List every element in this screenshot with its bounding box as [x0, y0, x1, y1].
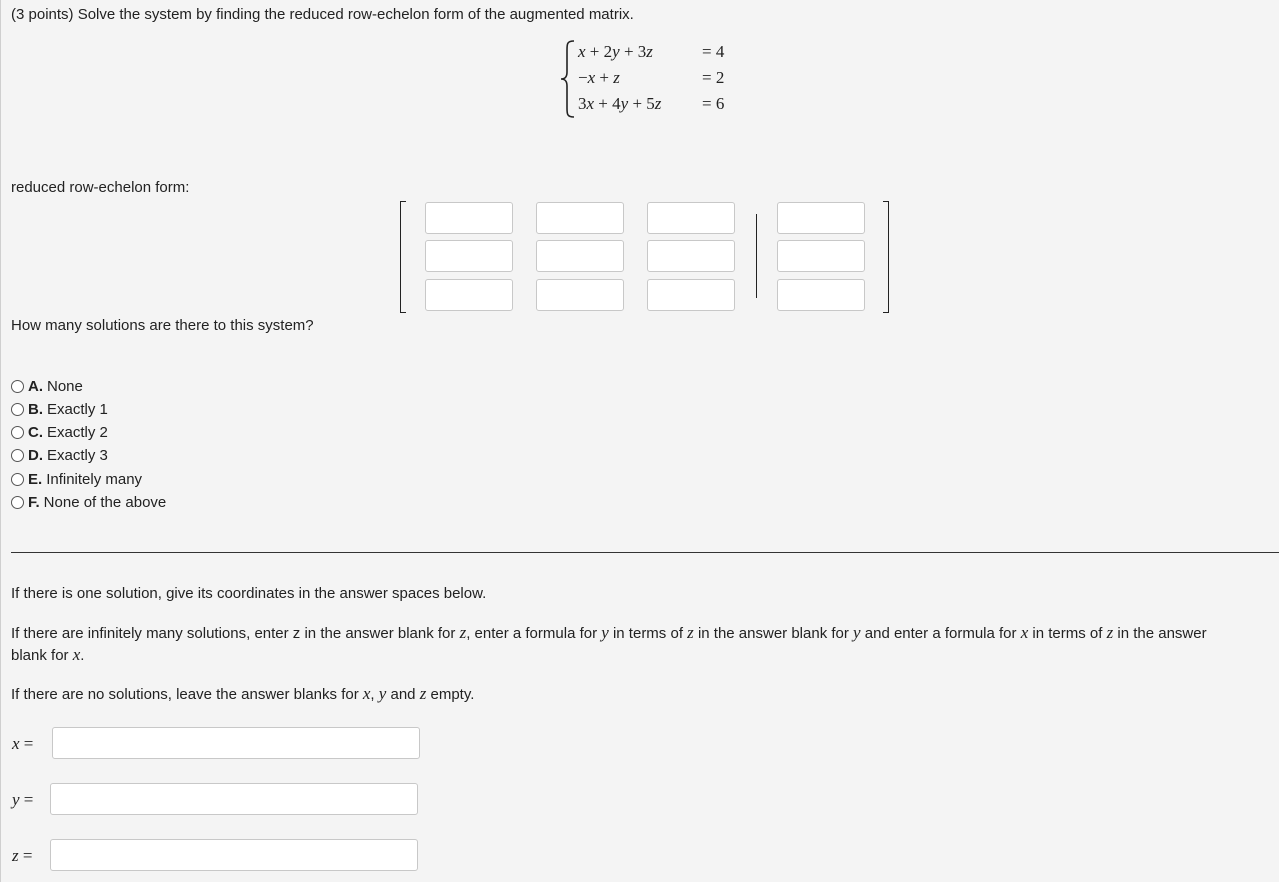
rref-cell-r1c4[interactable]	[777, 202, 865, 234]
instruction-text: in terms of	[1028, 625, 1107, 642]
z-answer-label	[12, 846, 32, 866]
rref-label: reduced row-echelon form:	[11, 179, 190, 196]
instruction-var: y	[601, 623, 609, 642]
instruction-text: in terms of	[608, 625, 688, 642]
rref-cell-r2c2[interactable]	[536, 240, 624, 272]
eq1-term: x	[578, 42, 586, 61]
rref-cell-r3c2[interactable]	[536, 279, 624, 311]
eq1-term: + 3	[619, 42, 647, 61]
instruction-var: x	[1020, 623, 1029, 642]
equals-sign: =	[18, 846, 33, 865]
section-divider	[11, 552, 1279, 553]
choice-letter: A.	[28, 377, 43, 395]
instruction-text: , enter a formula for	[466, 625, 602, 642]
instruction-text: blank for	[11, 647, 73, 664]
choice-text: Exactly 1	[47, 400, 108, 418]
instruction-var: x	[362, 684, 371, 703]
rref-cell-r1c2[interactable]	[536, 202, 624, 234]
instruction-one-solution: If there is one solution, give its coordinates in the answer spaces below.	[11, 585, 487, 602]
x-answer-input[interactable]	[52, 727, 420, 759]
rref-cell-r3c3[interactable]	[647, 279, 735, 311]
augment-divider	[756, 214, 757, 298]
radio-e[interactable]	[11, 473, 24, 486]
eq3-term: x	[586, 94, 595, 113]
instruction-text: If there are no solutions, leave the answer blanks for	[11, 686, 363, 703]
instruction-text: .	[80, 647, 85, 664]
radio-f[interactable]	[11, 496, 24, 509]
choice-text: Exactly 2	[47, 423, 108, 441]
equation-row-3	[578, 94, 661, 114]
system-brace	[560, 40, 576, 118]
eq3-term: y	[620, 94, 629, 113]
eq3-term: 3	[578, 94, 587, 113]
instruction-no-solution	[11, 684, 474, 704]
equation-row-1	[578, 42, 653, 62]
choice-letter: C.	[28, 423, 43, 441]
rref-cell-r2c3[interactable]	[647, 240, 735, 272]
instruction-var: z	[1106, 623, 1114, 642]
instruction-text: empty.	[426, 686, 475, 703]
choice-letter: B.	[28, 400, 43, 418]
instruction-text: If there are infinitely many solutions, enter z in the answer blank for	[11, 625, 460, 642]
question-prompt: (3 points) Solve the system by finding the reduced row-echelon form of the augmented matrix.	[11, 6, 634, 23]
eq1-term: y	[612, 42, 620, 61]
z-answer-input[interactable]	[50, 839, 418, 871]
rref-cell-r2c1[interactable]	[425, 240, 513, 272]
choice-d[interactable]	[11, 445, 108, 465]
page-left-border	[0, 0, 1, 882]
x-answer-label	[12, 734, 33, 754]
eq3-term: + 4	[594, 94, 621, 113]
choice-text: None	[47, 377, 83, 395]
rref-cell-r1c1[interactable]	[425, 202, 513, 234]
choice-e[interactable]	[11, 469, 142, 489]
instruction-var: y	[378, 684, 387, 703]
eq2-term: x	[587, 68, 596, 87]
radio-a[interactable]	[11, 380, 24, 393]
instruction-text: ,	[370, 686, 379, 703]
instruction-var: x	[72, 645, 81, 664]
eq1-term: + 2	[585, 42, 613, 61]
choice-text: None of the above	[43, 493, 167, 511]
matrix-left-bracket	[400, 201, 406, 313]
matrix-right-bracket	[883, 201, 889, 313]
instruction-text: and enter a formula for	[860, 625, 1021, 642]
choice-c[interactable]	[11, 422, 108, 442]
instruction-var: z	[459, 623, 467, 642]
choice-text: Exactly 3	[47, 446, 108, 464]
radio-c[interactable]	[11, 426, 24, 439]
choice-b[interactable]	[11, 399, 108, 419]
instruction-var: z	[419, 684, 427, 703]
instruction-text: and	[386, 686, 420, 703]
choice-a[interactable]	[11, 376, 83, 396]
y-answer-label	[12, 790, 33, 810]
rref-cell-r3c4[interactable]	[777, 279, 865, 311]
eq2-term: z	[613, 68, 620, 87]
choice-letter: E.	[28, 470, 43, 488]
equation-row-2	[578, 68, 620, 88]
solutions-question: How many solutions are there to this system?	[11, 317, 314, 334]
equation-rhs-1: = 4	[702, 42, 725, 61]
instruction-text: in the answer	[1113, 625, 1207, 642]
equation-rhs-2: = 2	[702, 68, 725, 87]
equals-sign: =	[19, 790, 34, 809]
eq3-term: z	[654, 94, 662, 113]
eq2-term: +	[595, 68, 614, 87]
instruction-infinite-line2	[11, 645, 84, 665]
eq3-term: + 5	[628, 94, 655, 113]
y-var: y	[12, 790, 20, 809]
rref-cell-r1c3[interactable]	[647, 202, 735, 234]
instruction-var: y	[853, 623, 861, 642]
choice-letter: D.	[28, 446, 43, 464]
radio-d[interactable]	[11, 449, 24, 462]
rref-cell-r3c1[interactable]	[425, 279, 513, 311]
rref-cell-r2c4[interactable]	[777, 240, 865, 272]
radio-b[interactable]	[11, 403, 24, 416]
z-var: z	[12, 846, 19, 865]
instruction-infinite-line1	[11, 623, 1279, 643]
equation-rhs-3: = 6	[702, 94, 725, 113]
instruction-var: z	[687, 623, 694, 642]
eq2-term: −	[578, 68, 588, 87]
choice-f[interactable]	[11, 492, 166, 512]
choice-letter: F.	[28, 493, 40, 511]
y-answer-input[interactable]	[50, 783, 418, 815]
choice-text: Infinitely many	[46, 470, 143, 488]
x-var: x	[12, 734, 20, 753]
equals-sign: =	[19, 734, 34, 753]
instruction-text: in the answer blank for	[693, 625, 854, 642]
eq1-term: z	[646, 42, 653, 61]
